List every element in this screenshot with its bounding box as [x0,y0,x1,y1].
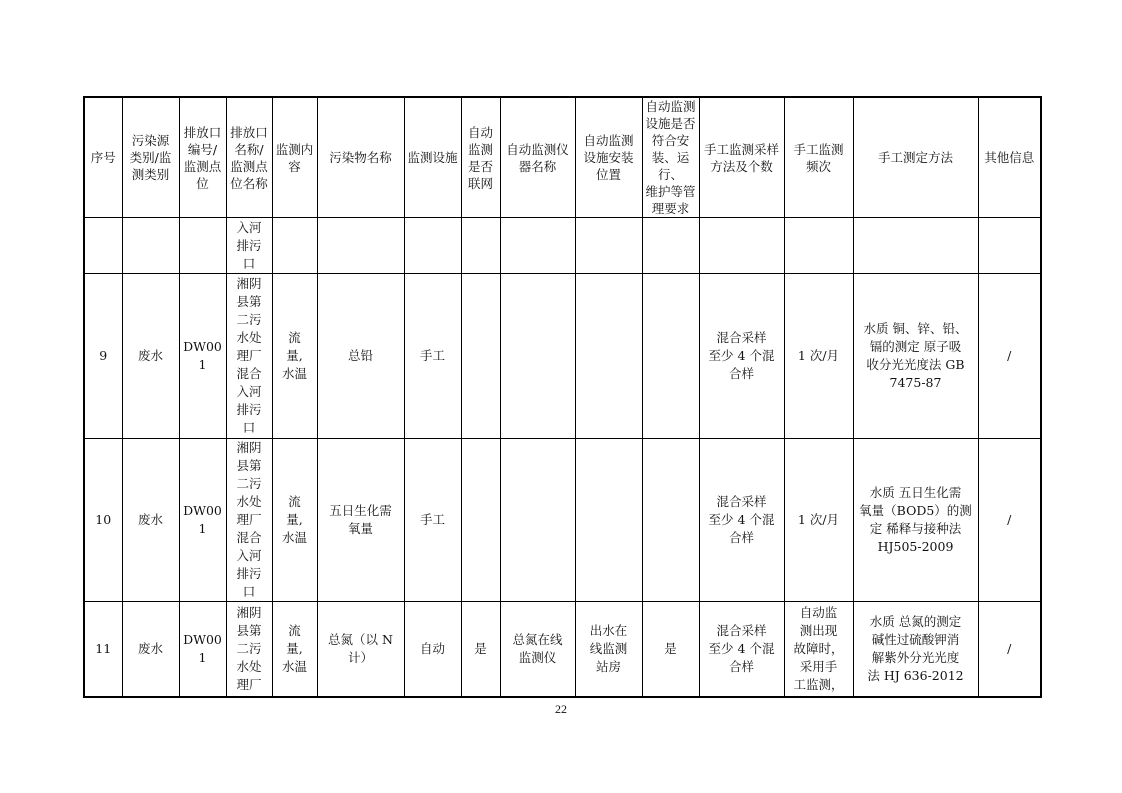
point-name-cell: 入河 排污 口 [226,218,272,274]
row-category: 废水 [122,274,179,439]
row-frequency: 1 次/月 [784,439,853,602]
row-other: / [978,602,1041,697]
row-location [575,439,642,602]
row-compliant: 是 [642,602,699,697]
row-facility: 手工 [404,439,461,602]
row-pollutant: 总铅 [317,274,404,439]
row-instrument [500,274,575,439]
row-point-name: 湘阴 县第 二污 水处 理厂 混合 入河 排污 口 [226,274,272,439]
row-category: 废水 [122,439,179,602]
header-content: 监测内 容 [272,97,317,218]
row-networked: 是 [461,602,500,697]
row-facility: 自动 [404,602,461,697]
header-sampling: 手工监测采样 方法及个数 [699,97,784,218]
row-outlet-code: DW00 1 [179,602,226,697]
header-facility: 监测设施 [404,97,461,218]
row-compliant [642,439,699,602]
row-no: 10 [84,439,122,602]
header-pollutant: 污染物名称 [317,97,404,218]
row-instrument: 总氮在线 监测仪 [500,602,575,697]
row-networked [461,274,500,439]
header-method: 手工测定方法 [853,97,978,218]
header-other: 其他信息 [978,97,1041,218]
row-pollutant: 五日生化需 氧量 [317,439,404,602]
row-point-name: 湘阴 县第 二污 水处 理厂 [226,602,272,697]
header-outlet-code: 排放口 编号/ 监测点 位 [179,97,226,218]
row-facility: 手工 [404,274,461,439]
page-number: 22 [555,702,567,716]
row-networked [461,439,500,602]
row-location: 出水在 线监测 站房 [575,602,642,697]
row-method: 水质 铜、锌、铅、 镉的测定 原子吸 收分光光度法 GB 7475-87 [853,274,978,439]
header-compliant: 自动监测 设施是否 符合安 装、运行、 维护等管 理要求 [642,97,699,218]
row-outlet-code: DW00 1 [179,439,226,602]
row-other: / [978,274,1041,439]
row-other: / [978,439,1041,602]
row-sampling: 混合采样 至少 4 个混 合样 [699,602,784,697]
header-networked: 自动 监测 是否 联网 [461,97,500,218]
header-location: 自动监测 设施安装 位置 [575,97,642,218]
row-location [575,274,642,439]
row-sampling: 混合采样 至少 4 个混 合样 [699,439,784,602]
header-no: 序号 [84,97,122,218]
header-category: 污染源 类别/监 测类别 [122,97,179,218]
header-instrument: 自动监测仪 器名称 [500,97,575,218]
row-outlet-code: DW00 1 [179,274,226,439]
row-sampling: 混合采样 至少 4 个混 合样 [699,274,784,439]
row-method: 水质 五日生化需 氧量（BOD5）的测 定 稀释与接种法 HJ505-2009 [853,439,978,602]
header-frequency: 手工监测 频次 [784,97,853,218]
row-no: 11 [84,602,122,697]
row-point-name: 湘阴 县第 二污 水处 理厂 混合 入河 排污 口 [226,439,272,602]
row-content: 流 量, 水温 [272,602,317,697]
monitoring-table [83,96,1042,698]
row-compliant [642,274,699,439]
row-instrument [500,439,575,602]
row-content: 流 量, 水温 [272,274,317,439]
row-content: 流 量, 水温 [272,439,317,602]
row-category: 废水 [122,602,179,697]
row-frequency: 1 次/月 [784,274,853,439]
continuation-row [84,218,1041,274]
row-method: 水质 总氮的测定 碱性过硫酸钾消 解紫外分光光度 法 HJ 636-2012 [853,602,978,697]
header-point-name: 排放口 名称/ 监测点 位名称 [226,97,272,218]
table-row [84,439,1041,602]
row-pollutant: 总氮（以 N 计） [317,602,404,697]
table-row [84,274,1041,439]
table-row [84,602,1041,697]
header-row [84,97,1041,218]
row-frequency: 自动监 测出现 故障时， 采用手 工监测， [784,602,853,697]
row-no: 9 [84,274,122,439]
